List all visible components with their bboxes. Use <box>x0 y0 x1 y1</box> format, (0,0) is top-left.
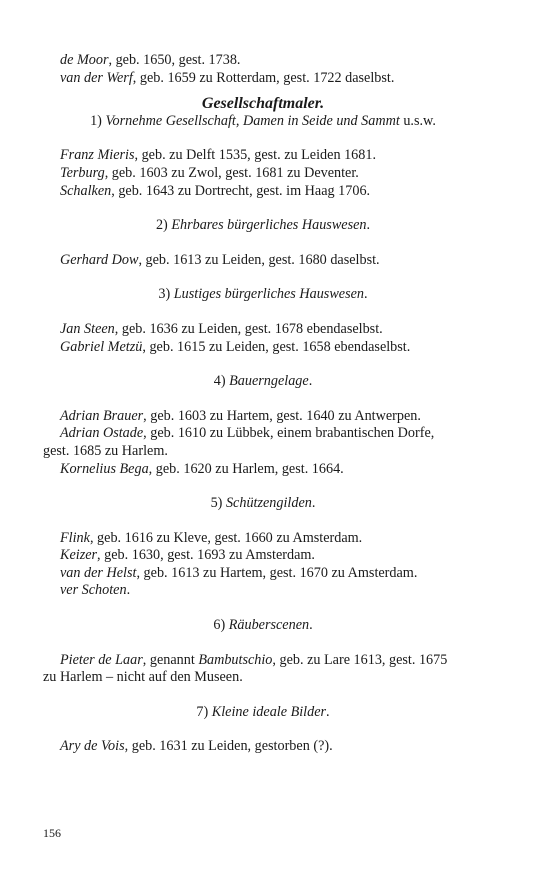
entry-adrian-ostade-cont: gest. 1685 zu Harlem. <box>43 442 168 459</box>
entry-schalken: Schalken, geb. 1643 zu Dortrecht, gest. im Haag 1706. <box>60 182 371 199</box>
painter-name: Gerhard Dow <box>60 251 139 268</box>
entry-gabriel-metzu: Gabriel Metzü, geb. 1615 zu Leiden, gest. 1658 ebendaselbst. <box>60 338 411 355</box>
entry-jan-steen: Jan Steen, geb. 1636 zu Leiden, gest. 1678 ebendaselbst. <box>60 320 383 337</box>
subheading-2: 2) Ehrbares bürgerliches Hauswesen. <box>155 217 371 234</box>
painter-name: Schalken <box>60 182 112 199</box>
entry-ary-de-vois: Ary de Vois, geb. 1631 zu Leiden, gestorben (?). <box>60 738 333 755</box>
painter-name: Jan Steen <box>60 320 115 337</box>
entry-gerhard-dow: Gerhard Dow, geb. 1613 zu Leiden, gest. 1680 daselbst. <box>60 251 380 268</box>
entry-kornelius-bega: Kornelius Bega, geb. 1620 zu Harlem, gest. 1664. <box>60 460 344 477</box>
painter-name: Kornelius Bega <box>60 460 149 477</box>
entry-pieter-de-laar-cont: zu Harlem – nicht auf den Museen. <box>43 669 243 686</box>
subheading-5: 5) Schützengilden. <box>210 495 316 512</box>
subheading-3: 3) Lustiges bürgerliches Hauswesen. <box>158 286 368 303</box>
painter-name: Adrian Brauer <box>60 407 144 424</box>
painter-name: Adrian Ostade <box>60 425 144 442</box>
entry-van-der-werf <box>43 70 483 88</box>
painter-name: Gabriel Metzü <box>60 338 143 355</box>
entry-ver-schoten: ver Schoten. <box>60 582 131 599</box>
painter-name: de Moor <box>60 52 109 68</box>
entry-van-der-helst: van der Helst, geb. 1613 zu Hartem, gest. 1670 zu Amsterdam. <box>60 564 418 581</box>
entry-flink: Flink, geb. 1616 zu Kleve, gest. 1660 zu Amsterdam. <box>60 529 363 546</box>
entry-de-moor <box>43 52 483 70</box>
painter-dates: , geb. 1659 zu Rotterdam, gest. 1722 daselbst. <box>132 69 395 86</box>
painter-name: van der Werf <box>60 69 133 86</box>
painter-alias: Bambutschio <box>198 651 273 668</box>
section-heading: Gesellschaftmaler. <box>201 95 325 113</box>
entry-pieter-de-laar: Pieter de Laar, genannt Bambutschio, geb. zu Lare 1613, gest. 1675 <box>60 651 448 668</box>
painter-name: Keizer <box>60 547 98 564</box>
subheading-6: 6) Räuberscenen. <box>213 617 313 634</box>
subheading-4: 4) Bauerngelage. <box>213 373 313 390</box>
painter-name: ver Schoten <box>60 582 127 599</box>
painter-name: Franz Mieris <box>60 147 135 164</box>
page-number: 156 <box>43 826 61 840</box>
entry-adrian-brauer: Adrian Brauer, geb. 1603 zu Hartem, gest. 1640 zu Antwerpen. <box>60 407 421 424</box>
entry-franz-mieris: Franz Mieris, geb. zu Delft 1535, gest. zu Leiden 1681. <box>60 147 377 164</box>
entry-keizer: Keizer, geb. 1630, gest. 1693 zu Amsterdam. <box>60 547 315 564</box>
painter-name: Ary de Vois <box>60 738 125 755</box>
painter-name: Flink <box>60 529 90 546</box>
page-body <box>43 52 483 756</box>
subheading-1: 1) Vornehme Gesellschaft, Damen in Seide und Sammt u.s.w. <box>90 112 436 129</box>
entry-adrian-ostade: Adrian Ostade, geb. 1610 zu Lübbek, einem brabantischen Dorfe, <box>60 425 435 442</box>
painter-name: Pieter de Laar <box>60 651 143 668</box>
subheading-7: 7) Kleine ideale Bilder. <box>196 703 330 720</box>
painter-dates: , geb. 1650, gest. 1738. <box>108 52 241 68</box>
painter-name: Terburg <box>60 164 105 181</box>
entry-terburg: Terburg, geb. 1603 zu Zwol, gest. 1681 zu Deventer. <box>60 164 359 181</box>
painter-name: van der Helst <box>60 564 137 581</box>
